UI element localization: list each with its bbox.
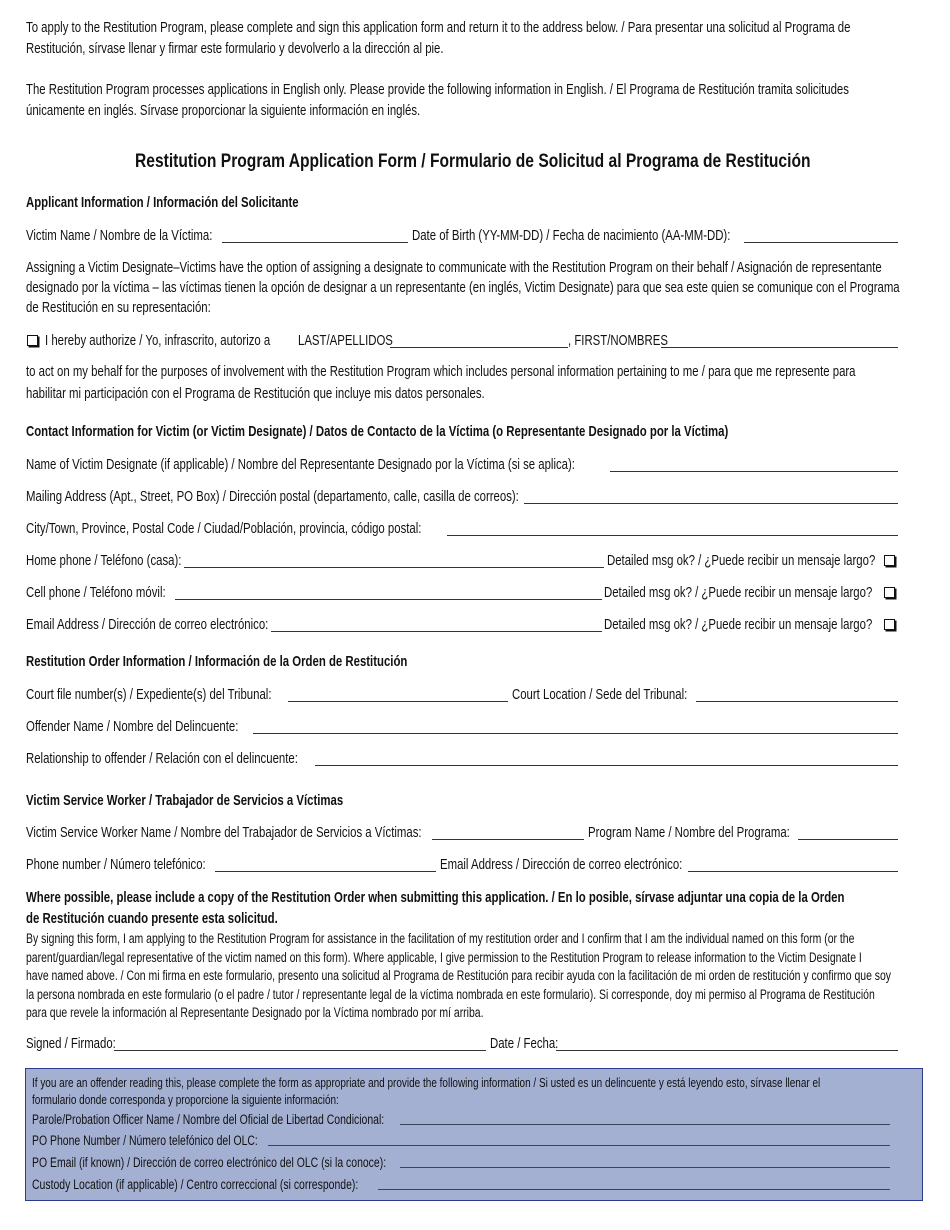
designate-intro-line-3: de Restitución en su representación:: [26, 300, 211, 316]
consent-line-4: la persona nombrada en este formulario (o el padre / tutor / representante legal de la víctima nombrada en este formulario). Si corresponde, doy mi permiso al Programa de Restitución: [26, 987, 875, 1002]
home-phone-detailed-msg-checkbox[interactable]: [884, 555, 895, 566]
cell-phone-label: Cell phone / Teléfono móvil:: [26, 585, 166, 601]
authorize-label: I hereby authorize / Yo, infrascrito, autorizo a: [45, 333, 271, 349]
mailing-address-label: Mailing Address (Apt., Street, PO Box) / Dirección postal (departamento, calle, casilla de correos):: [26, 489, 519, 505]
cell-phone-field[interactable]: [26, 584, 604, 604]
intro-paragraph-1-line-2: Restitución, sírvase llenar y firmar este formulario y devolverlo a la dirección al pie.: [26, 41, 444, 57]
designate-intro-line-2: designado por la víctima – las víctimas tienen la opción de designar a un representante (en inglés, Victim Designate) para que sea este quien se comunique con el Programa: [26, 280, 900, 296]
date-of-birth-field[interactable]: [412, 227, 898, 247]
worker-phone-input-line[interactable]: [215, 871, 436, 872]
designate-first-name-field[interactable]: [568, 332, 898, 352]
mailing-address-field[interactable]: [26, 488, 898, 508]
home-phone-input-line[interactable]: [184, 567, 604, 568]
victim-name-label: Victim Name / Nombre de la Víctima:: [26, 228, 213, 244]
worker-name-label: Victim Service Worker Name / Nombre del Trabajador de Servicios a Víctimas:: [26, 825, 422, 841]
designate-last-name-field[interactable]: [298, 332, 570, 352]
date-of-birth-label: Date of Birth (YY-MM-DD) / Fecha de nacimiento (AA-MM-DD):: [412, 228, 731, 244]
victim-name-field[interactable]: [26, 227, 410, 247]
po-email-input-line[interactable]: [400, 1167, 890, 1168]
signature-date-label: Date / Fecha:: [490, 1036, 559, 1052]
offender-name-field[interactable]: [26, 718, 898, 738]
section-heading-restitution-order: Restitution Order Information / Información de la Orden de Restitución: [26, 654, 408, 670]
relationship-field[interactable]: [26, 750, 898, 770]
intro-paragraph-2-line-2: únicamente en inglés. Sírvase proporcionar la siguiente información en inglés.: [26, 103, 421, 119]
city-province-postal-field[interactable]: [26, 520, 898, 540]
worker-name-input-line[interactable]: [432, 839, 584, 840]
consent-line-5: para que revele la información al Representante Designado por la Víctima nombrado por mí arriba.: [26, 1005, 484, 1020]
email-label: Email Address / Dirección de correo electrónico:: [26, 617, 269, 633]
court-location-field[interactable]: [512, 686, 898, 706]
section-heading-victim-service-worker: Victim Service Worker / Trabajador de Servicios a Víctimas: [26, 793, 344, 809]
email-field[interactable]: [26, 616, 604, 636]
email-detailed-msg-checkbox[interactable]: [884, 619, 895, 630]
cell-phone-input-line[interactable]: [175, 599, 602, 600]
authorize-tail-line-1: to act on my behalf for the purposes of involvement with the Restitution Program which includes personal information pertaining to me / para que me represente para: [26, 364, 856, 380]
relationship-label: Relationship to offender / Relación con el delincuente:: [26, 751, 298, 767]
worker-email-field[interactable]: [440, 856, 898, 876]
offender-intro-line-2: formulario donde corresponda y proporcione la siguiente información:: [32, 1092, 339, 1107]
worker-email-label: Email Address / Dirección de correo electrónico:: [440, 857, 683, 873]
po-phone-input-line[interactable]: [268, 1145, 890, 1146]
form-title: Restitution Program Application Form / Formulario de Solicitud al Programa de Restitución: [135, 150, 811, 172]
po-email-label: PO Email (if known) / Dirección de correo electrónico del OLC (si la conoce):: [32, 1155, 387, 1170]
custody-location-field[interactable]: [32, 1176, 890, 1196]
po-phone-label: PO Phone Number / Número telefónico del OLC:: [32, 1133, 258, 1148]
signature-field[interactable]: [26, 1035, 488, 1055]
worker-name-field[interactable]: [26, 824, 586, 844]
designate-intro-line-1: Assigning a Victim Designate–Victims have the option of assigning a designate to communicate with the Restitution Program on their behalf / Asignación de representante: [26, 260, 882, 276]
offender-name-input-line[interactable]: [253, 733, 898, 734]
relationship-input-line[interactable]: [315, 765, 898, 766]
worker-email-input-line[interactable]: [688, 871, 898, 872]
po-email-field[interactable]: [32, 1154, 890, 1174]
restitution-order-notice-line-1: Where possible, please include a copy of the Restitution Order when submitting this application. / En lo posible, sírvase adjuntar una copia de la Orden: [26, 890, 845, 906]
signature-date-input-line[interactable]: [556, 1050, 898, 1051]
victim-name-input-line[interactable]: [222, 242, 408, 243]
email-detailed-msg-label: Detailed msg ok? / ¿Puede recibir un mensaje largo?: [604, 617, 873, 633]
cell-phone-detailed-msg-checkbox[interactable]: [884, 587, 895, 598]
home-phone-label: Home phone / Teléfono (casa):: [26, 553, 182, 569]
program-name-field[interactable]: [588, 824, 898, 844]
signature-date-field[interactable]: [490, 1035, 898, 1055]
designate-name-input-line[interactable]: [610, 471, 898, 472]
consent-line-3: have named above. / Con mi firma en este formulario, presento una solicitud al Programa de Restitución para recibir ayuda con la facilitación de mi orden de restitución y confirmo que soy: [26, 968, 892, 983]
consent-line-1: By signing this form, I am applying to the Restitution Program for assistance in the facilitation of my restitution order and I confirm that I am the individual named on this form (or the: [26, 931, 855, 946]
court-location-input-line[interactable]: [696, 701, 898, 702]
po-name-input-line[interactable]: [400, 1124, 890, 1125]
court-file-number-label: Court file number(s) / Expediente(s) del Tribunal:: [26, 687, 272, 703]
worker-phone-label: Phone number / Número telefónico:: [26, 857, 206, 873]
home-phone-field[interactable]: [26, 552, 606, 572]
designate-first-name-input-line[interactable]: [661, 347, 898, 348]
court-file-number-field[interactable]: [26, 686, 510, 706]
signature-label: Signed / Firmado:: [26, 1036, 116, 1052]
offender-information-box: [25, 1068, 923, 1201]
designate-name-label: Name of Victim Designate (if applicable) / Nombre del Representante Designado por la Víctima (si se aplica):: [26, 457, 575, 473]
authorize-tail-line-2: habilitar mi participación con el Programa de Restitución que incluye mis datos personales.: [26, 386, 485, 402]
po-name-field[interactable]: [32, 1111, 890, 1131]
section-heading-applicant: Applicant Information / Información del Solicitante: [26, 195, 299, 211]
signature-input-line[interactable]: [114, 1050, 486, 1051]
custody-location-input-line[interactable]: [378, 1189, 890, 1190]
worker-phone-field[interactable]: [26, 856, 438, 876]
intro-paragraph-1-line-1: To apply to the Restitution Program, please complete and sign this application form and return it to the address below. / Para presentar una solicitud al Programa de: [26, 20, 851, 36]
authorize-designate-checkbox[interactable]: [27, 335, 38, 346]
program-name-input-line[interactable]: [798, 839, 898, 840]
designate-name-field[interactable]: [26, 456, 898, 476]
offender-name-label: Offender Name / Nombre del Delincuente:: [26, 719, 239, 735]
date-of-birth-input-line[interactable]: [744, 242, 898, 243]
restitution-order-notice-line-2: de Restitución cuando presente esta solicitud.: [26, 911, 278, 927]
intro-paragraph-2-line-1: The Restitution Program processes applications in English only. Please provide the following information in English. / El Programa de Restitución tramita solicitudes: [26, 82, 849, 98]
po-name-label: Parole/Probation Officer Name / Nombre del Oficial de Libertad Condicional:: [32, 1112, 385, 1127]
mailing-address-input-line[interactable]: [524, 503, 898, 504]
email-input-line[interactable]: [271, 631, 602, 632]
designate-first-name-label: , FIRST/NOMBRES: [568, 333, 668, 349]
custody-location-label: Custody Location (if applicable) / Centro correccional (si corresponde):: [32, 1177, 359, 1192]
consent-line-2: parent/guardian/legal representative of the victim named on this form). Where applicable, I give permission to the Restitution Program to release information to the Victim Designate I: [26, 950, 862, 965]
court-file-number-input-line[interactable]: [288, 701, 508, 702]
program-name-label: Program Name / Nombre del Programa:: [588, 825, 790, 841]
po-phone-field[interactable]: [32, 1132, 890, 1152]
designate-last-name-input-line[interactable]: [390, 347, 568, 348]
designate-last-name-label: LAST/APELLIDOS: [298, 333, 393, 349]
city-province-postal-input-line[interactable]: [447, 535, 898, 536]
offender-intro-line-1: If you are an offender reading this, please complete the form as appropriate and provide the following information / Si usted es un delincuente y está leyendo esto, sírvase llenar el: [32, 1075, 821, 1090]
home-phone-detailed-msg-label: Detailed msg ok? / ¿Puede recibir un mensaje largo?: [607, 553, 876, 569]
cell-phone-detailed-msg-label: Detailed msg ok? / ¿Puede recibir un mensaje largo?: [604, 585, 873, 601]
court-location-label: Court Location / Sede del Tribunal:: [512, 687, 688, 703]
section-heading-contact: Contact Information for Victim (or Victim Designate) / Datos de Contacto de la Víctima (o Representante Designado por la Víctima): [26, 424, 729, 440]
city-province-postal-label: City/Town, Province, Postal Code / Ciudad/Población, provincia, código postal:: [26, 521, 422, 537]
